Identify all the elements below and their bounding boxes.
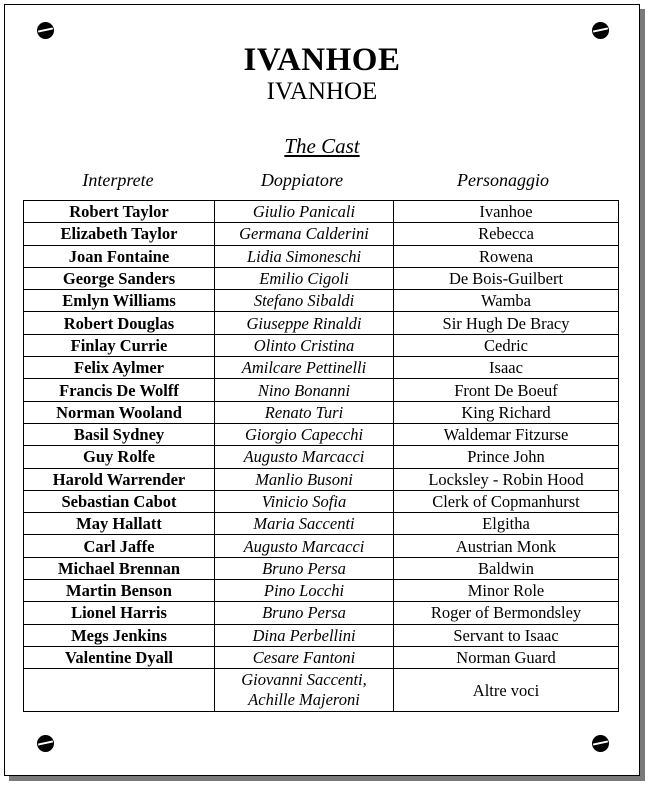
table-row	[24, 602, 619, 624]
actor-cell	[24, 669, 215, 712]
dubber-cell: Manlio Busoni	[215, 468, 394, 490]
table-row	[24, 290, 619, 312]
role-cell: King Richard	[394, 401, 619, 423]
role-cell: Prince John	[394, 446, 619, 468]
dubber-cell: Germana Calderini	[215, 223, 394, 245]
actor-cell: Basil Sydney	[24, 423, 215, 445]
table-row	[24, 468, 619, 490]
table-row	[24, 357, 619, 379]
dubber-line: Achille Majeroni	[248, 690, 360, 710]
role-cell: Altre voci	[394, 669, 619, 712]
role-cell: Servant to Isaac	[394, 624, 619, 646]
dubber-line: Giovanni Saccenti,	[241, 670, 367, 690]
table-row	[24, 624, 619, 646]
dubber-cell: Emilio Cigoli	[215, 267, 394, 289]
role-cell: Baldwin	[394, 557, 619, 579]
table-row	[24, 557, 619, 579]
role-cell: Austrian Monk	[394, 535, 619, 557]
dubber-cell: Amilcare Pettinelli	[215, 357, 394, 379]
column-header-actor: Interprete	[82, 170, 154, 190]
dubber-cell	[215, 669, 394, 712]
actor-cell: George Sanders	[24, 267, 215, 289]
actor-cell: Lionel Harris	[24, 602, 215, 624]
dubber-cell: Maria Saccenti	[215, 513, 394, 535]
actor-cell: Valentine Dyall	[24, 646, 215, 668]
column-header-dubber: Doppiatore	[260, 170, 344, 190]
role-cell: Isaac	[394, 357, 619, 379]
role-cell: Cedric	[394, 334, 619, 356]
dubber-cell: Renato Turi	[215, 401, 394, 423]
screw-icon	[592, 22, 609, 39]
role-cell: Norman Guard	[394, 646, 619, 668]
role-cell: Minor Role	[394, 580, 619, 602]
table-row	[24, 267, 619, 289]
role-cell: Elgitha	[394, 513, 619, 535]
actor-cell: Finlay Currie	[24, 334, 215, 356]
dubber-cell: Augusto Marcacci	[215, 535, 394, 557]
actor-cell: Guy Rolfe	[24, 446, 215, 468]
role-cell: Clerk of Copmanhurst	[394, 490, 619, 512]
role-cell: Roger of Bermondsley	[394, 602, 619, 624]
actor-cell: Sebastian Cabot	[24, 490, 215, 512]
actor-cell: Megs Jenkins	[24, 624, 215, 646]
table-row	[24, 580, 619, 602]
screw-icon	[37, 735, 54, 752]
table-row	[24, 245, 619, 267]
column-header-role: Personaggio	[457, 170, 549, 190]
page-subtitle: IVANHOE	[266, 78, 378, 105]
dubber-cell: Cesare Fantoni	[215, 646, 394, 668]
dubber-cell: Lidia Simoneschi	[215, 245, 394, 267]
table-row	[24, 223, 619, 245]
actor-cell: Robert Taylor	[24, 201, 215, 223]
dubber-cell: Giuseppe Rinaldi	[215, 312, 394, 334]
table-row	[24, 535, 619, 557]
cast-heading: The Cast	[284, 134, 360, 158]
cast-table	[23, 200, 619, 712]
dubber-cell: Giulio Panicali	[215, 201, 394, 223]
table-row	[24, 669, 619, 712]
dubber-cell: Stefano Sibaldi	[215, 290, 394, 312]
actor-cell: May Hallatt	[24, 513, 215, 535]
dubber-cell: Pino Locchi	[215, 580, 394, 602]
screw-icon	[592, 735, 609, 752]
role-cell: Rebecca	[394, 223, 619, 245]
actor-cell: Joan Fontaine	[24, 245, 215, 267]
table-row	[24, 513, 619, 535]
actor-cell: Francis De Wolff	[24, 379, 215, 401]
actor-cell: Norman Wooland	[24, 401, 215, 423]
dubber-cell: Dina Perbellini	[215, 624, 394, 646]
actor-cell: Felix Aylmer	[24, 357, 215, 379]
dubber-cell: Vinicio Sofia	[215, 490, 394, 512]
table-row	[24, 401, 619, 423]
table-row	[24, 201, 619, 223]
role-cell: Wamba	[394, 290, 619, 312]
role-cell: Front De Boeuf	[394, 379, 619, 401]
role-cell: Ivanhoe	[394, 201, 619, 223]
cast-sheet	[4, 4, 640, 776]
dubber-cell: Giorgio Capecchi	[215, 423, 394, 445]
actor-cell: Carl Jaffe	[24, 535, 215, 557]
role-cell: De Bois-Guilbert	[394, 267, 619, 289]
role-cell: Waldemar Fitzurse	[394, 423, 619, 445]
dubber-cell: Augusto Marcacci	[215, 446, 394, 468]
screw-icon	[37, 22, 54, 39]
actor-cell: Emlyn Williams	[24, 290, 215, 312]
actor-cell: Michael Brennan	[24, 557, 215, 579]
actor-cell: Elizabeth Taylor	[24, 223, 215, 245]
table-row	[24, 379, 619, 401]
actor-cell: Harold Warrender	[24, 468, 215, 490]
table-row	[24, 334, 619, 356]
role-cell: Locksley - Robin Hood	[394, 468, 619, 490]
table-row	[24, 490, 619, 512]
role-cell: Sir Hugh De Bracy	[394, 312, 619, 334]
table-row	[24, 312, 619, 334]
dubber-cell: Olinto Cristina	[215, 334, 394, 356]
table-row	[24, 646, 619, 668]
role-cell: Rowena	[394, 245, 619, 267]
table-row	[24, 446, 619, 468]
page-title: IVANHOE	[243, 42, 401, 78]
actor-cell: Martin Benson	[24, 580, 215, 602]
dubber-cell: Bruno Persa	[215, 602, 394, 624]
dubber-cell: Bruno Persa	[215, 557, 394, 579]
actor-cell: Robert Douglas	[24, 312, 215, 334]
table-row	[24, 423, 619, 445]
dubber-cell: Nino Bonanni	[215, 379, 394, 401]
